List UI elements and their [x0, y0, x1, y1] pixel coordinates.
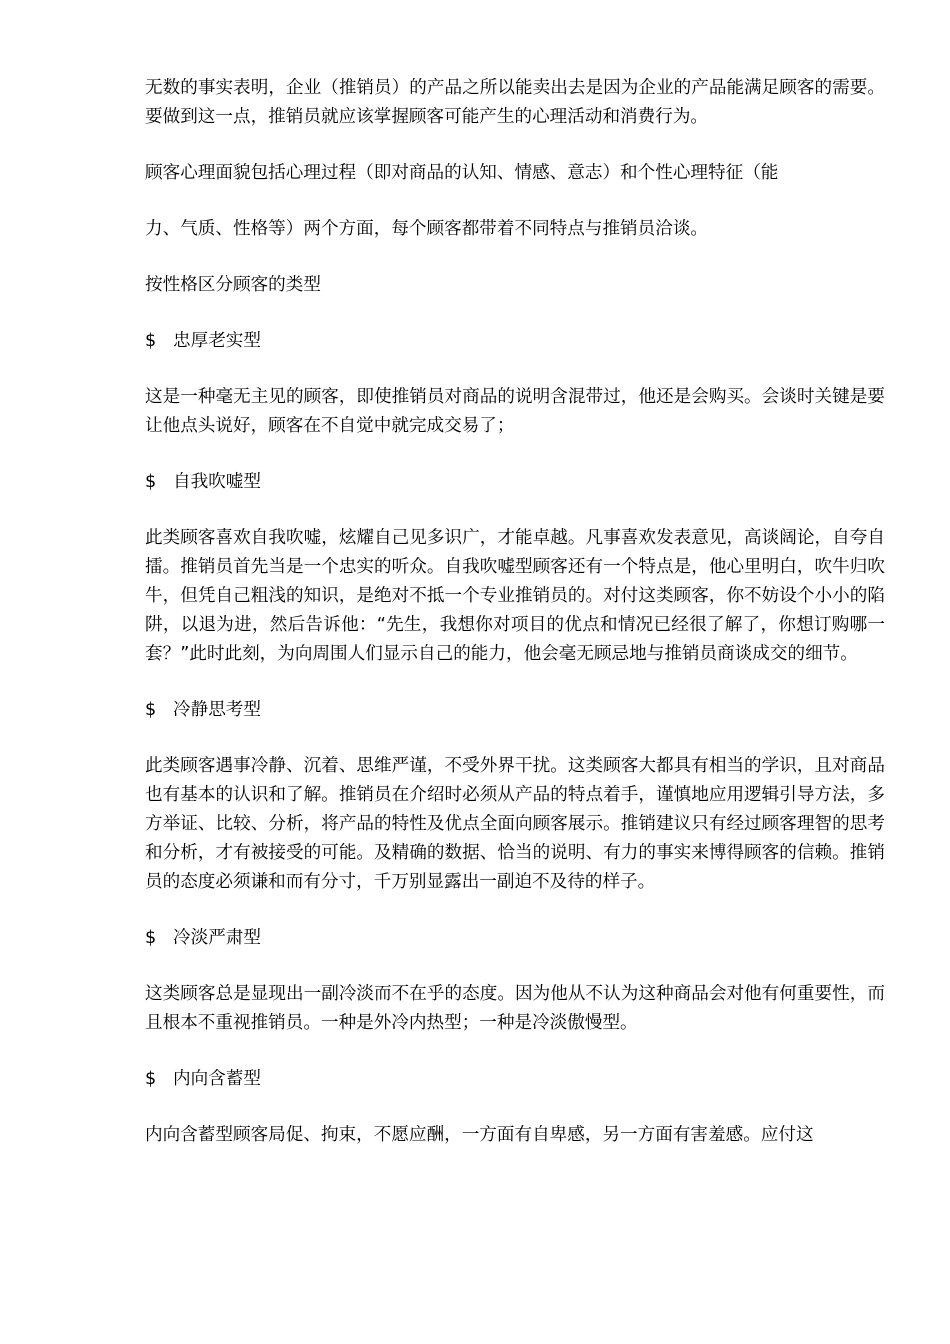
- bullet-mark: $: [145, 331, 157, 351]
- bullet-label: 冷静思考型: [173, 700, 261, 720]
- bullet-calm-type: [145, 696, 885, 725]
- bullet-mark: $: [145, 700, 157, 720]
- paragraph-calm-desc: 此类顾客遇事冷静、沉着、思维严谨，不受外界干扰。这类顾客大都具有相当的学识，且对商品也有基本的认识和了解。推销员在介绍时必须从产品的特点着手，谨慎地应用逻辑引导方法，多方举证、比较、分析，将产品的特性及优点全面向顾客展示。推销建议只有经过顾客理智的思考和分析，才有被接受的可能。及精确的数据、恰当的说明、有力的事实来博得顾客的信赖。推销员的态度必须谦和而有分寸，千万别显露出一副迫不及待的样子。: [145, 756, 885, 892]
- bullet-introvert-type: [145, 1065, 885, 1094]
- paragraph-honest-desc: 这是一种毫无主见的顾客，即使推销员对商品的说明含混带过，他还是会购买。会谈时关键是要让他点头说好，顾客在不自觉中就完成交易了；: [145, 387, 885, 436]
- paragraph-introvert-desc: 内向含蓄型顾客局促、拘束，不愿应酬，一方面有自卑感，另一方面有害羞感。应付这: [145, 1125, 814, 1145]
- paragraph-psychology-line2: 力、气质、性格等）两个方面，每个顾客都带着不同特点与推销员洽谈。: [145, 219, 709, 239]
- bullet-boastful-type: [145, 468, 885, 497]
- bullet-label: 内向含蓄型: [173, 1069, 261, 1089]
- paragraph-intro: 无数的事实表明，企业（推销员）的产品之所以能卖出去是因为企业的产品能满足顾客的需要。要做到这一点，推销员就应该掌握顾客可能产生的心理活动和消费行为。: [145, 78, 885, 127]
- bullet-label: 冷淡严肃型: [173, 928, 261, 948]
- bullet-label: 自我吹嘘型: [173, 472, 261, 492]
- paragraph-cold-desc: 这类顾客总是显现出一副冷淡而不在乎的态度。因为他从不认为这种商品会对他有何重要性，而且根本不重视推销员。一种是外冷内热型；一种是冷淡傲慢型。: [145, 984, 885, 1033]
- bullet-mark: $: [145, 928, 157, 948]
- paragraph-boastful-desc: 此类顾客喜欢自我吹嘘，炫耀自己见多识广，才能卓越。凡事喜欢发表意见，高谈阔论，自夸自擂。推销员首先当是一个忠实的听众。自我吹嘘型顾客还有一个特点是，他心里明白，吹牛归吹牛，但凭自己粗浅的知识，是绝对不抵一个专业推销员的。对付这类顾客，你不妨设个小小的陷阱，以退为进，然后告诉他：“先生，我想你对项目的优点和情况已经很了解了，你想订购哪一套？”此时此刻，为向周围人们显示自己的能力，他会毫无顾忌地与推销员商谈成交的细节。: [145, 528, 885, 664]
- bullet-mark: $: [145, 1069, 157, 1089]
- bullet-cold-type: [145, 924, 885, 953]
- bullet-honest-type: [145, 327, 885, 356]
- paragraph-psychology-line1: 顾客心理面貌包括心理过程（即对商品的认知、情感、意志）和个性心理特征（能: [145, 163, 779, 183]
- bullet-label: 忠厚老实型: [173, 331, 261, 351]
- bullet-mark: $: [145, 472, 157, 492]
- section-heading: 按性格区分顾客的类型: [145, 275, 321, 295]
- document-body: [145, 74, 885, 1150]
